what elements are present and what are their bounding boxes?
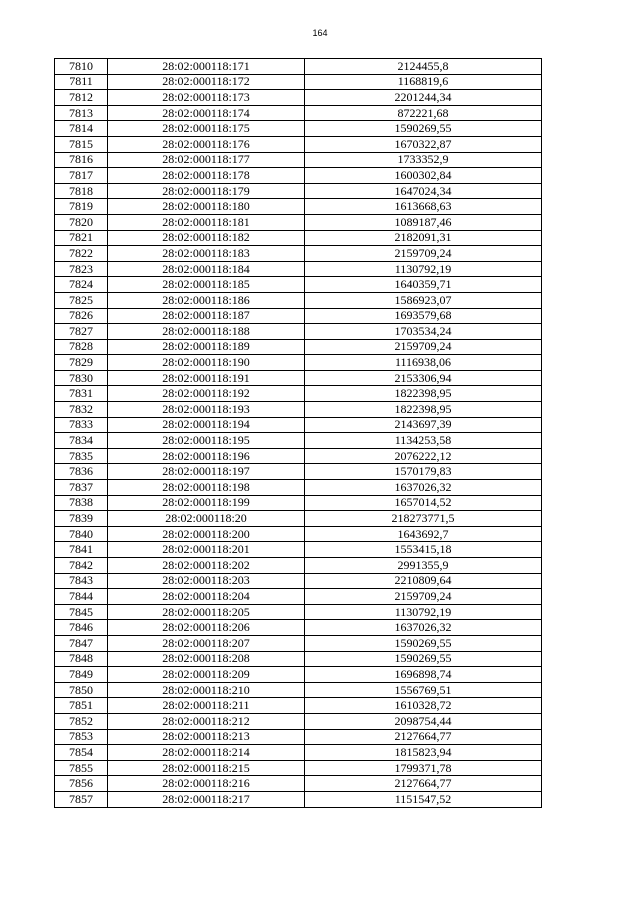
row-number-cell: 7812 xyxy=(55,90,108,106)
cadastral-value-cell: 2153306,94 xyxy=(305,370,542,386)
table-row xyxy=(55,635,542,651)
cadastral-value-cell: 1657014,52 xyxy=(305,495,542,511)
table-row xyxy=(55,386,542,402)
cadastral-value-cell: 1647024,34 xyxy=(305,183,542,199)
cadastral-number-cell: 28:02:000118:182 xyxy=(108,230,305,246)
cadastral-number-cell: 28:02:000118:201 xyxy=(108,542,305,558)
cadastral-value-cell: 2127664,77 xyxy=(305,776,542,792)
table-row xyxy=(55,698,542,714)
row-number-cell: 7824 xyxy=(55,277,108,293)
table-row xyxy=(55,480,542,496)
row-number-cell: 7843 xyxy=(55,573,108,589)
table-row xyxy=(55,136,542,152)
cadastral-number-cell: 28:02:000118:179 xyxy=(108,183,305,199)
cadastral-value-cell: 1590269,55 xyxy=(305,635,542,651)
row-number-cell: 7828 xyxy=(55,339,108,355)
cadastral-value-cell: 1586923,07 xyxy=(305,292,542,308)
cadastral-number-cell: 28:02:000118:181 xyxy=(108,214,305,230)
cadastral-number-cell: 28:02:000118:191 xyxy=(108,370,305,386)
cadastral-value-cell: 1151547,52 xyxy=(305,791,542,807)
table-row xyxy=(55,292,542,308)
cadastral-value-cell: 1130792,19 xyxy=(305,261,542,277)
table-row xyxy=(55,355,542,371)
row-number-cell: 7810 xyxy=(55,59,108,75)
cadastral-value-cell: 1822398,95 xyxy=(305,386,542,402)
row-number-cell: 7837 xyxy=(55,480,108,496)
cadastral-number-cell: 28:02:000118:212 xyxy=(108,713,305,729)
cadastral-number-cell: 28:02:000118:192 xyxy=(108,386,305,402)
table-row xyxy=(55,433,542,449)
cadastral-number-cell: 28:02:000118:206 xyxy=(108,620,305,636)
cadastral-number-cell: 28:02:000118:209 xyxy=(108,667,305,683)
table-row xyxy=(55,760,542,776)
row-number-cell: 7811 xyxy=(55,74,108,90)
row-number-cell: 7835 xyxy=(55,448,108,464)
row-number-cell: 7814 xyxy=(55,121,108,137)
page-number: 164 xyxy=(312,28,328,38)
row-number-cell: 7853 xyxy=(55,729,108,745)
cadastral-number-cell: 28:02:000118:213 xyxy=(108,729,305,745)
cadastral-number-cell: 28:02:000118:208 xyxy=(108,651,305,667)
cadastral-number-cell: 28:02:000118:194 xyxy=(108,417,305,433)
row-number-cell: 7848 xyxy=(55,651,108,667)
table-row xyxy=(55,324,542,340)
row-number-cell: 7818 xyxy=(55,183,108,199)
table-row xyxy=(55,620,542,636)
table-row xyxy=(55,339,542,355)
row-number-cell: 7822 xyxy=(55,246,108,262)
row-number-cell: 7817 xyxy=(55,168,108,184)
cadastral-value-cell: 1168819,6 xyxy=(305,74,542,90)
cadastral-number-cell: 28:02:000118:205 xyxy=(108,604,305,620)
table-row xyxy=(55,59,542,75)
cadastral-value-cell: 2127664,77 xyxy=(305,729,542,745)
cadastral-number-cell: 28:02:000118:199 xyxy=(108,495,305,511)
cadastral-number-cell: 28:02:000118:189 xyxy=(108,339,305,355)
cadastral-value-cell: 1130792,19 xyxy=(305,604,542,620)
table-body xyxy=(55,59,542,808)
cadastral-number-cell: 28:02:000118:202 xyxy=(108,558,305,574)
cadastral-number-cell: 28:02:000118:177 xyxy=(108,152,305,168)
table-row xyxy=(55,526,542,542)
cadastral-value-cell: 2210809,64 xyxy=(305,573,542,589)
row-number-cell: 7836 xyxy=(55,464,108,480)
cadastral-number-cell: 28:02:000118:176 xyxy=(108,136,305,152)
cadastral-number-cell: 28:02:000118:204 xyxy=(108,589,305,605)
cadastral-number-cell: 28:02:000118:215 xyxy=(108,760,305,776)
row-number-cell: 7831 xyxy=(55,386,108,402)
table-row xyxy=(55,464,542,480)
row-number-cell: 7855 xyxy=(55,760,108,776)
cadastral-value-cell: 2098754,44 xyxy=(305,713,542,729)
cadastral-value-cell: 1822398,95 xyxy=(305,402,542,418)
table-row xyxy=(55,745,542,761)
cadastral-value-cell: 1553415,18 xyxy=(305,542,542,558)
cadastral-number-cell: 28:02:000118:185 xyxy=(108,277,305,293)
row-number-cell: 7834 xyxy=(55,433,108,449)
cadastral-number-cell: 28:02:000118:203 xyxy=(108,573,305,589)
table-row xyxy=(55,199,542,215)
table-row xyxy=(55,448,542,464)
cadastral-value-cell: 2076222,12 xyxy=(305,448,542,464)
table-row xyxy=(55,90,542,106)
cadastral-value-cell: 2159709,24 xyxy=(305,246,542,262)
row-number-cell: 7852 xyxy=(55,713,108,729)
row-number-cell: 7856 xyxy=(55,776,108,792)
table-row xyxy=(55,776,542,792)
row-number-cell: 7849 xyxy=(55,667,108,683)
row-number-cell: 7845 xyxy=(55,604,108,620)
row-number-cell: 7829 xyxy=(55,355,108,371)
cadastral-number-cell: 28:02:000118:196 xyxy=(108,448,305,464)
cadastral-value-cell: 1799371,78 xyxy=(305,760,542,776)
row-number-cell: 7841 xyxy=(55,542,108,558)
cadastral-number-cell: 28:02:000118:184 xyxy=(108,261,305,277)
table-row xyxy=(55,667,542,683)
row-number-cell: 7821 xyxy=(55,230,108,246)
table-row xyxy=(55,261,542,277)
table-row xyxy=(55,308,542,324)
cadastral-number-cell: 28:02:000118:20 xyxy=(108,511,305,527)
row-number-cell: 7830 xyxy=(55,370,108,386)
cadastral-number-cell: 28:02:000118:172 xyxy=(108,74,305,90)
cadastral-value-cell: 2201244,34 xyxy=(305,90,542,106)
row-number-cell: 7827 xyxy=(55,324,108,340)
row-number-cell: 7823 xyxy=(55,261,108,277)
table-row xyxy=(55,589,542,605)
row-number-cell: 7826 xyxy=(55,308,108,324)
cadastral-value-cell: 2124455,8 xyxy=(305,59,542,75)
table-row xyxy=(55,713,542,729)
row-number-cell: 7846 xyxy=(55,620,108,636)
row-number-cell: 7820 xyxy=(55,214,108,230)
table-row xyxy=(55,791,542,807)
row-number-cell: 7833 xyxy=(55,417,108,433)
cadastral-value-cell: 1610328,72 xyxy=(305,698,542,714)
cadastral-number-cell: 28:02:000118:217 xyxy=(108,791,305,807)
cadastral-number-cell: 28:02:000118:173 xyxy=(108,90,305,106)
cadastral-number-cell: 28:02:000118:198 xyxy=(108,480,305,496)
row-number-cell: 7850 xyxy=(55,682,108,698)
cadastral-number-cell: 28:02:000118:210 xyxy=(108,682,305,698)
cadastral-value-cell: 1570179,83 xyxy=(305,464,542,480)
cadastral-value-cell: 1116938,06 xyxy=(305,355,542,371)
row-number-cell: 7851 xyxy=(55,698,108,714)
cadastral-value-cell: 2991355,9 xyxy=(305,558,542,574)
row-number-cell: 7813 xyxy=(55,105,108,121)
table-row xyxy=(55,183,542,199)
cadastral-value-cell: 1637026,32 xyxy=(305,480,542,496)
cadastral-number-cell: 28:02:000118:178 xyxy=(108,168,305,184)
cadastral-value-cell: 1089187,46 xyxy=(305,214,542,230)
row-number-cell: 7816 xyxy=(55,152,108,168)
table-row xyxy=(55,729,542,745)
row-number-cell: 7842 xyxy=(55,558,108,574)
cadastral-value-cell: 1696898,74 xyxy=(305,667,542,683)
cadastral-number-cell: 28:02:000118:175 xyxy=(108,121,305,137)
cadastral-number-cell: 28:02:000118:186 xyxy=(108,292,305,308)
cadastral-value-cell: 2143697,39 xyxy=(305,417,542,433)
cadastral-number-cell: 28:02:000118:207 xyxy=(108,635,305,651)
table-row xyxy=(55,511,542,527)
table-row xyxy=(55,402,542,418)
cadastral-value-cell: 1556769,51 xyxy=(305,682,542,698)
cadastral-number-cell: 28:02:000118:200 xyxy=(108,526,305,542)
cadastral-number-cell: 28:02:000118:216 xyxy=(108,776,305,792)
cadastral-value-cell: 1670322,87 xyxy=(305,136,542,152)
row-number-cell: 7847 xyxy=(55,635,108,651)
cadastral-value-cell: 1693579,68 xyxy=(305,308,542,324)
cadastral-value-cell: 1815823,94 xyxy=(305,745,542,761)
cadastral-value-cell: 2159709,24 xyxy=(305,589,542,605)
cadastral-number-cell: 28:02:000118:197 xyxy=(108,464,305,480)
row-number-cell: 7839 xyxy=(55,511,108,527)
cadastral-value-cell: 1643692,7 xyxy=(305,526,542,542)
cadastral-number-cell: 28:02:000118:171 xyxy=(108,59,305,75)
cadastral-value-cell: 872221,68 xyxy=(305,105,542,121)
cadastral-value-cell: 1640359,71 xyxy=(305,277,542,293)
cadastral-number-cell: 28:02:000118:180 xyxy=(108,199,305,215)
table-row xyxy=(55,152,542,168)
table-row xyxy=(55,604,542,620)
table-row xyxy=(55,277,542,293)
cadastral-value-cell: 1703534,24 xyxy=(305,324,542,340)
cadastral-number-cell: 28:02:000118:183 xyxy=(108,246,305,262)
table-row xyxy=(55,417,542,433)
table-row xyxy=(55,370,542,386)
table-row xyxy=(55,495,542,511)
table-row xyxy=(55,214,542,230)
row-number-cell: 7840 xyxy=(55,526,108,542)
cadastral-number-cell: 28:02:000118:214 xyxy=(108,745,305,761)
row-number-cell: 7838 xyxy=(55,495,108,511)
cadastral-number-cell: 28:02:000118:187 xyxy=(108,308,305,324)
table-row xyxy=(55,74,542,90)
cadastral-number-cell: 28:02:000118:193 xyxy=(108,402,305,418)
table-row xyxy=(55,682,542,698)
cadastral-value-cell: 1600302,84 xyxy=(305,168,542,184)
row-number-cell: 7819 xyxy=(55,199,108,215)
row-number-cell: 7857 xyxy=(55,791,108,807)
cadastral-value-cell: 1590269,55 xyxy=(305,121,542,137)
cadastral-value-cell: 2159709,24 xyxy=(305,339,542,355)
row-number-cell: 7844 xyxy=(55,589,108,605)
table-row xyxy=(55,246,542,262)
table-row xyxy=(55,168,542,184)
table-row xyxy=(55,573,542,589)
cadastral-number-cell: 28:02:000118:174 xyxy=(108,105,305,121)
row-number-cell: 7854 xyxy=(55,745,108,761)
cadastral-value-cell: 1613668,63 xyxy=(305,199,542,215)
cadastral-value-cell: 1590269,55 xyxy=(305,651,542,667)
row-number-cell: 7815 xyxy=(55,136,108,152)
table-row xyxy=(55,558,542,574)
row-number-cell: 7825 xyxy=(55,292,108,308)
cadastral-number-cell: 28:02:000118:211 xyxy=(108,698,305,714)
cadastral-value-cell: 218273771,5 xyxy=(305,511,542,527)
cadastral-value-cell: 2182091,31 xyxy=(305,230,542,246)
cadastral-number-cell: 28:02:000118:190 xyxy=(108,355,305,371)
table-row xyxy=(55,651,542,667)
table-row xyxy=(55,121,542,137)
cadastral-number-cell: 28:02:000118:188 xyxy=(108,324,305,340)
cadastral-value-cell: 1733352,9 xyxy=(305,152,542,168)
cadastral-value-cell: 1134253,58 xyxy=(305,433,542,449)
cadastral-value-table xyxy=(54,58,542,808)
cadastral-number-cell: 28:02:000118:195 xyxy=(108,433,305,449)
table-row xyxy=(55,105,542,121)
cadastral-value-cell: 1637026,32 xyxy=(305,620,542,636)
row-number-cell: 7832 xyxy=(55,402,108,418)
table-row xyxy=(55,542,542,558)
table-row xyxy=(55,230,542,246)
